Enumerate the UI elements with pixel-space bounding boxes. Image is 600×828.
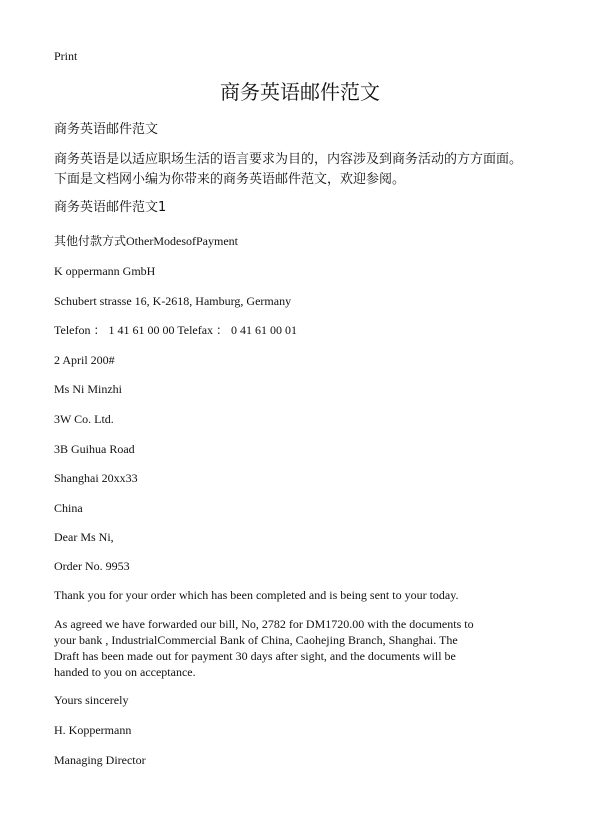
intro-paragraph (54, 150, 554, 190)
salutation: Dear Ms Ni, (54, 530, 114, 544)
recipient-street: 3B Guihua Road (54, 442, 135, 456)
body-p2-line-3: Draft has been made out for payment 30 days after sight, and the documents will be (54, 649, 456, 663)
sender-address: Schubert strasse 16, K-2618, Hamburg, Germany (54, 294, 292, 308)
body-paragraph-1: Thank you for your order which has been completed and is being sent to your today. (54, 588, 459, 602)
recipient-company: 3W Co. Ltd. (54, 412, 114, 426)
signature-name: H. Koppermann (54, 723, 132, 737)
recipient-country: China (54, 501, 83, 515)
body-p2-line-1: As agreed we have forwarded our bill, No, 2782 for DM1720.00 with the documents to (54, 617, 474, 631)
sender-company: K oppermann GmbH (54, 264, 156, 278)
document-subtitle: 商务英语邮件范文 (54, 122, 159, 137)
intro-line-1: 商务英语是以适应职场生活的语言要求为目的，内容涉及到商务活动的方方面面。 (54, 152, 523, 167)
closing: Yours sincerely (54, 693, 129, 707)
recipient-name: Ms Ni Minzhi (54, 382, 123, 396)
letter-date: 2 April 200# (54, 353, 115, 367)
body-paragraph-2 (54, 616, 554, 680)
recipient-city: Shanghai 20xx33 (54, 471, 138, 485)
order-reference: Order No. 9953 (54, 559, 130, 573)
sender-phone: Telefon ： 1 41 61 00 00 Telefax ： 0 41 61 00 01 (54, 323, 298, 337)
intro-line-2: 下面是文档网小编为你带来的商务英语邮件范文，欢迎参阅。 (54, 172, 406, 187)
body-p2-line-2: your bank , IndustrialCommercial Bank of China, Caohejing Branch, Shanghai. The (54, 633, 458, 647)
letter-subject: 其他付款方式OtherModesofPayment (54, 234, 238, 248)
document-title: 商务英语邮件范文 (220, 80, 380, 104)
sample-heading: 商务英语邮件范文1 (54, 200, 167, 215)
body-p2-line-4: handed to you on acceptance. (54, 665, 196, 679)
print-label: Print (54, 49, 78, 63)
signature-title: Managing Director (54, 753, 146, 767)
